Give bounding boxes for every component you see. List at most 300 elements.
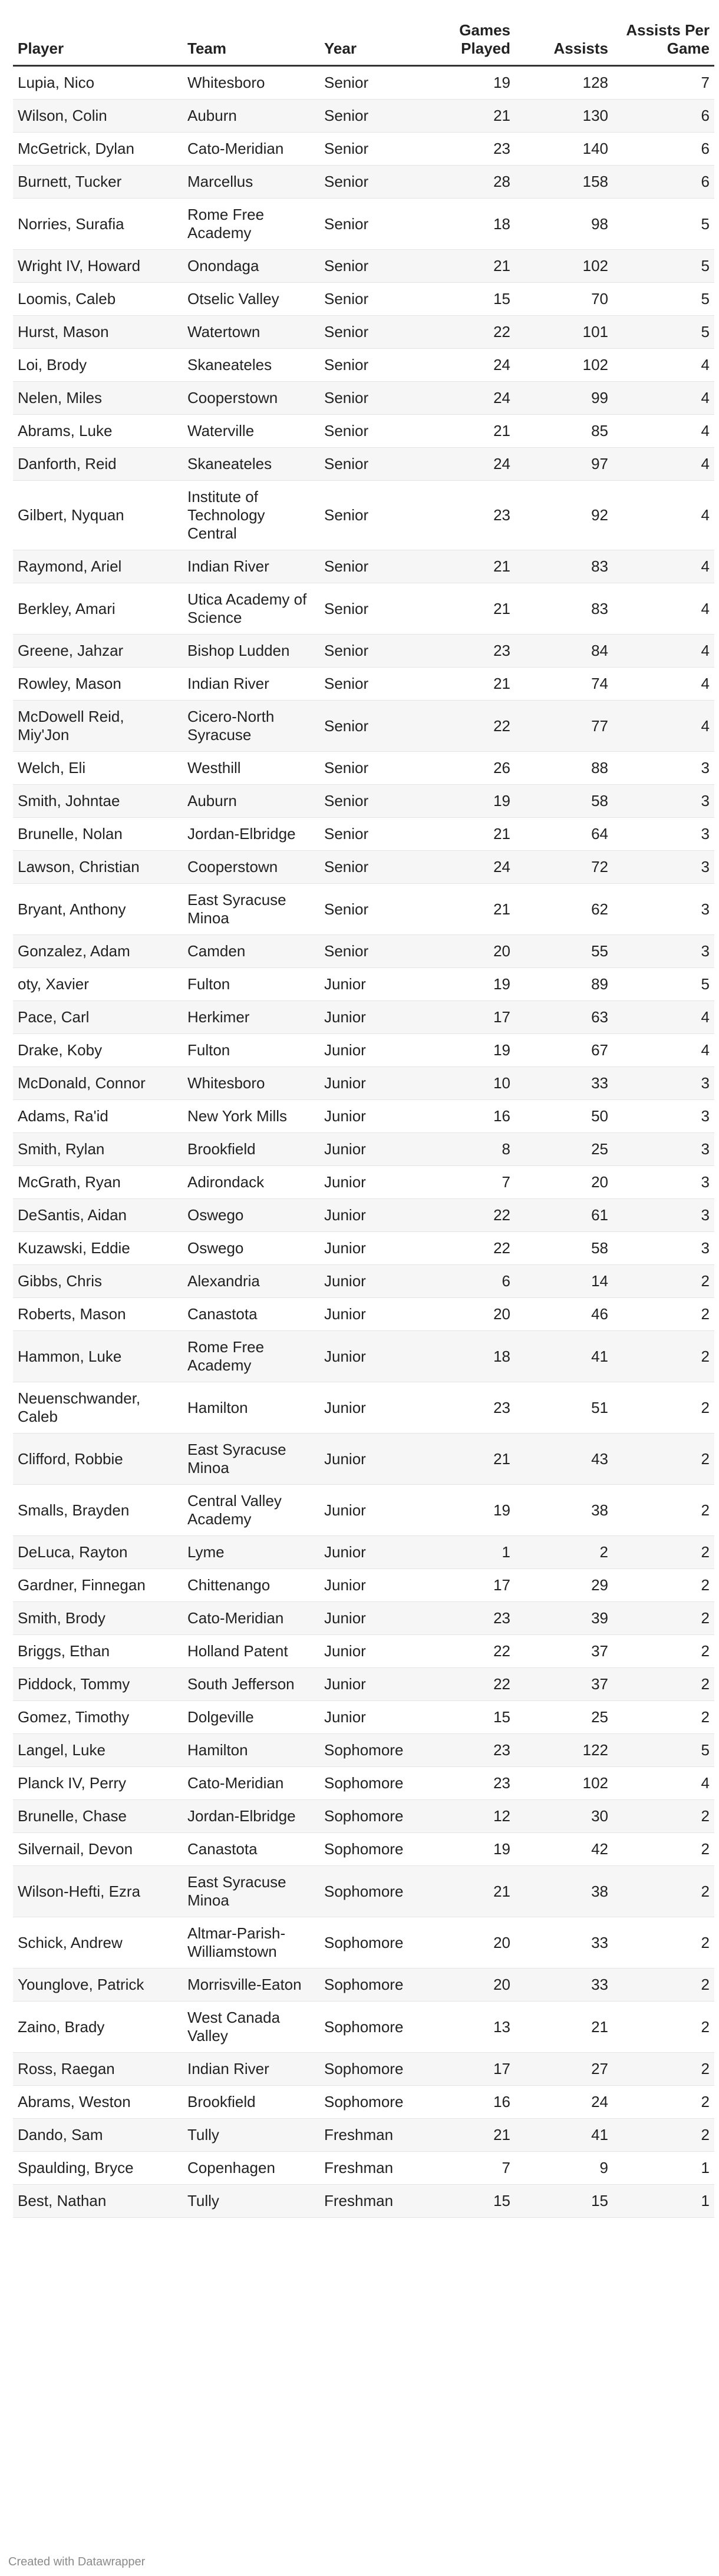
cell-player: Planck IV, Perry	[13, 1767, 183, 1800]
cell-year: Senior	[319, 316, 446, 349]
cell-games-played: 22	[446, 1232, 515, 1265]
table-row	[13, 1767, 714, 1800]
cell-assists: 85	[515, 415, 613, 448]
cell-team: Alexandria	[183, 1265, 319, 1298]
cell-games-played: 15	[446, 283, 515, 316]
table-row	[13, 1969, 714, 2002]
cell-assists: 2	[515, 1536, 613, 1569]
cell-assists-per-game: 3	[613, 1100, 714, 1133]
cell-assists-per-game: 2	[613, 1602, 714, 1635]
table-row	[13, 1199, 714, 1232]
cell-player: Rowley, Mason	[13, 668, 183, 701]
cell-assists: 30	[515, 1800, 613, 1833]
cell-assists: 46	[515, 1298, 613, 1331]
cell-team: West Canada Valley	[183, 2002, 319, 2053]
column-header-assists-per-game[interactable]: Assists Per Game	[613, 21, 714, 66]
cell-games-played: 19	[446, 66, 515, 100]
cell-player: Smith, Rylan	[13, 1133, 183, 1166]
cell-games-played: 6	[446, 1265, 515, 1298]
cell-team: Cooperstown	[183, 382, 319, 415]
cell-games-played: 17	[446, 2053, 515, 2086]
cell-assists-per-game: 2	[613, 2119, 714, 2152]
table-row	[13, 2152, 714, 2185]
cell-assists: 99	[515, 382, 613, 415]
cell-year: Senior	[319, 668, 446, 701]
cell-team: Fulton	[183, 968, 319, 1001]
cell-team: Whitesboro	[183, 66, 319, 100]
cell-assists-per-game: 4	[613, 1034, 714, 1067]
cell-year: Senior	[319, 635, 446, 668]
table-row	[13, 1485, 714, 1536]
cell-year: Sophomore	[319, 1917, 446, 1969]
cell-assists-per-game: 4	[613, 668, 714, 701]
cell-games-played: 22	[446, 701, 515, 752]
cell-player: Bryant, Anthony	[13, 884, 183, 935]
cell-player: Hammon, Luke	[13, 1331, 183, 1382]
cell-assists: 15	[515, 2185, 613, 2218]
cell-assists-per-game: 3	[613, 1133, 714, 1166]
cell-assists-per-game: 2	[613, 1569, 714, 1602]
cell-assists-per-game: 4	[613, 481, 714, 550]
cell-assists: 128	[515, 66, 613, 100]
cell-assists: 97	[515, 448, 613, 481]
cell-player: Nelen, Miles	[13, 382, 183, 415]
cell-assists: 63	[515, 1001, 613, 1034]
cell-year: Senior	[319, 382, 446, 415]
column-header-year[interactable]: Year	[319, 21, 446, 66]
cell-assists: 50	[515, 1100, 613, 1133]
cell-games-played: 16	[446, 2086, 515, 2119]
cell-player: Brunelle, Chase	[13, 1800, 183, 1833]
cell-assists: 67	[515, 1034, 613, 1067]
cell-player: McGrath, Ryan	[13, 1166, 183, 1199]
cell-team: Lyme	[183, 1536, 319, 1569]
cell-assists-per-game: 4	[613, 701, 714, 752]
table-row	[13, 785, 714, 818]
cell-games-played: 16	[446, 1100, 515, 1133]
cell-team: Cato-Meridian	[183, 1767, 319, 1800]
cell-team: Brookfield	[183, 2086, 319, 2119]
cell-player: Best, Nathan	[13, 2185, 183, 2218]
cell-year: Senior	[319, 448, 446, 481]
cell-player: Abrams, Weston	[13, 2086, 183, 2119]
cell-player: Roberts, Mason	[13, 1298, 183, 1331]
cell-year: Sophomore	[319, 2002, 446, 2053]
cell-assists: 98	[515, 199, 613, 250]
cell-assists: 41	[515, 2119, 613, 2152]
cell-assists-per-game: 2	[613, 1800, 714, 1833]
cell-team: Institute of Technology Central	[183, 481, 319, 550]
cell-player: McDonald, Connor	[13, 1067, 183, 1100]
cell-assists: 72	[515, 851, 613, 884]
cell-games-played: 21	[446, 415, 515, 448]
table-row	[13, 635, 714, 668]
cell-assists-per-game: 1	[613, 2185, 714, 2218]
cell-games-played: 1	[446, 1536, 515, 1569]
cell-year: Senior	[319, 283, 446, 316]
cell-team: Onondaga	[183, 250, 319, 283]
cell-year: Senior	[319, 100, 446, 133]
cell-games-played: 23	[446, 1382, 515, 1434]
column-header-team[interactable]: Team	[183, 21, 319, 66]
table-row	[13, 382, 714, 415]
cell-player: McGetrick, Dylan	[13, 133, 183, 166]
cell-games-played: 21	[446, 818, 515, 851]
cell-assists: 21	[515, 2002, 613, 2053]
column-header-player[interactable]: Player	[13, 21, 183, 66]
cell-team: Tully	[183, 2119, 319, 2152]
cell-games-played: 28	[446, 166, 515, 199]
cell-team: Central Valley Academy	[183, 1485, 319, 1536]
cell-games-played: 18	[446, 199, 515, 250]
table-row	[13, 1866, 714, 1917]
cell-assists: 33	[515, 1067, 613, 1100]
cell-games-played: 22	[446, 1668, 515, 1701]
table-row	[13, 1800, 714, 1833]
cell-assists-per-game: 3	[613, 1199, 714, 1232]
cell-assists-per-game: 3	[613, 884, 714, 935]
cell-assists-per-game: 2	[613, 1298, 714, 1331]
cell-assists-per-game: 4	[613, 1767, 714, 1800]
cell-assists-per-game: 2	[613, 1331, 714, 1382]
column-header-games-played[interactable]: Games Played	[446, 21, 515, 66]
cell-assists: 102	[515, 1767, 613, 1800]
table-row	[13, 1166, 714, 1199]
table-row	[13, 1265, 714, 1298]
cell-assists: 37	[515, 1635, 613, 1668]
cell-player: Smalls, Brayden	[13, 1485, 183, 1536]
cell-year: Junior	[319, 1166, 446, 1199]
cell-games-played: 21	[446, 1434, 515, 1485]
cell-assists: 70	[515, 283, 613, 316]
cell-assists-per-game: 1	[613, 2152, 714, 2185]
cell-assists-per-game: 5	[613, 199, 714, 250]
table-row	[13, 415, 714, 448]
cell-assists-per-game: 7	[613, 66, 714, 100]
cell-team: Oswego	[183, 1232, 319, 1265]
table-row	[13, 481, 714, 550]
cell-team: East Syracuse Minoa	[183, 1434, 319, 1485]
cell-team: Rome Free Academy	[183, 199, 319, 250]
cell-year: Sophomore	[319, 2053, 446, 2086]
cell-year: Junior	[319, 968, 446, 1001]
table-row	[13, 935, 714, 968]
cell-year: Junior	[319, 1199, 446, 1232]
cell-team: Tully	[183, 2185, 319, 2218]
cell-team: Cato-Meridian	[183, 133, 319, 166]
cell-assists: 58	[515, 1232, 613, 1265]
cell-team: New York Mills	[183, 1100, 319, 1133]
cell-year: Junior	[319, 1001, 446, 1034]
cell-assists-per-game: 2	[613, 1866, 714, 1917]
cell-games-played: 19	[446, 1485, 515, 1536]
cell-year: Junior	[319, 1668, 446, 1701]
cell-team: Canastota	[183, 1833, 319, 1866]
cell-player: Brunelle, Nolan	[13, 818, 183, 851]
cell-team: Chittenango	[183, 1569, 319, 1602]
table-row	[13, 1001, 714, 1034]
cell-player: Piddock, Tommy	[13, 1668, 183, 1701]
cell-player: Smith, Johntae	[13, 785, 183, 818]
cell-assists-per-game: 3	[613, 818, 714, 851]
cell-games-played: 21	[446, 668, 515, 701]
cell-player: Gomez, Timothy	[13, 1701, 183, 1734]
cell-games-played: 24	[446, 349, 515, 382]
cell-games-played: 21	[446, 1866, 515, 1917]
table-row	[13, 1331, 714, 1382]
cell-team: Fulton	[183, 1034, 319, 1067]
datawrapper-credit: Created with Datawrapper	[8, 2555, 146, 2568]
cell-team: Cato-Meridian	[183, 1602, 319, 1635]
cell-year: Freshman	[319, 2152, 446, 2185]
table-row	[13, 1734, 714, 1767]
cell-player: Wright IV, Howard	[13, 250, 183, 283]
cell-assists: 89	[515, 968, 613, 1001]
cell-player: Spaulding, Bryce	[13, 2152, 183, 2185]
cell-player: Ross, Raegan	[13, 2053, 183, 2086]
cell-team: Utica Academy of Science	[183, 583, 319, 635]
cell-games-played: 12	[446, 1800, 515, 1833]
cell-assists: 158	[515, 166, 613, 199]
table-row	[13, 701, 714, 752]
cell-player: Welch, Eli	[13, 752, 183, 785]
cell-games-played: 10	[446, 1067, 515, 1100]
cell-team: Dolgeville	[183, 1701, 319, 1734]
cell-games-played: 24	[446, 448, 515, 481]
table-row	[13, 1536, 714, 1569]
cell-team: Brookfield	[183, 1133, 319, 1166]
cell-assists: 33	[515, 1917, 613, 1969]
table-row	[13, 199, 714, 250]
table-header	[13, 21, 714, 66]
cell-assists: 25	[515, 1701, 613, 1734]
cell-assists: 24	[515, 2086, 613, 2119]
cell-player: Younglove, Patrick	[13, 1969, 183, 2002]
cell-team: Holland Patent	[183, 1635, 319, 1668]
cell-assists-per-game: 2	[613, 1917, 714, 1969]
cell-assists: 37	[515, 1668, 613, 1701]
cell-assists: 130	[515, 100, 613, 133]
cell-player: Greene, Jahzar	[13, 635, 183, 668]
table-row	[13, 66, 714, 100]
table-row	[13, 2053, 714, 2086]
cell-team: Cicero-North Syracuse	[183, 701, 319, 752]
cell-year: Junior	[319, 1602, 446, 1635]
cell-assists-per-game: 6	[613, 100, 714, 133]
cell-assists-per-game: 5	[613, 316, 714, 349]
cell-assists: 102	[515, 349, 613, 382]
table-row	[13, 1133, 714, 1166]
cell-assists-per-game: 3	[613, 785, 714, 818]
cell-year: Junior	[319, 1067, 446, 1100]
cell-assists-per-game: 2	[613, 1536, 714, 1569]
cell-team: Jordan-Elbridge	[183, 818, 319, 851]
column-header-assists[interactable]: Assists	[515, 21, 613, 66]
cell-player: Wilson-Hefti, Ezra	[13, 1866, 183, 1917]
cell-assists-per-game: 2	[613, 1382, 714, 1434]
cell-assists-per-game: 5	[613, 968, 714, 1001]
cell-games-played: 17	[446, 1001, 515, 1034]
cell-assists: 102	[515, 250, 613, 283]
cell-games-played: 18	[446, 1331, 515, 1382]
cell-games-played: 8	[446, 1133, 515, 1166]
cell-games-played: 24	[446, 851, 515, 884]
table-row	[13, 1701, 714, 1734]
cell-year: Senior	[319, 583, 446, 635]
cell-year: Senior	[319, 166, 446, 199]
cell-year: Senior	[319, 818, 446, 851]
cell-assists-per-game: 3	[613, 935, 714, 968]
cell-year: Junior	[319, 1265, 446, 1298]
cell-assists: 88	[515, 752, 613, 785]
cell-assists: 39	[515, 1602, 613, 1635]
table-row	[13, 1635, 714, 1668]
cell-assists: 38	[515, 1485, 613, 1536]
cell-assists-per-game: 6	[613, 166, 714, 199]
cell-team: Adirondack	[183, 1166, 319, 1199]
cell-assists-per-game: 5	[613, 283, 714, 316]
cell-team: East Syracuse Minoa	[183, 1866, 319, 1917]
cell-player: Drake, Koby	[13, 1034, 183, 1067]
table-row	[13, 583, 714, 635]
cell-player: Gardner, Finnegan	[13, 1569, 183, 1602]
table-row	[13, 1602, 714, 1635]
cell-games-played: 13	[446, 2002, 515, 2053]
cell-team: Indian River	[183, 550, 319, 583]
cell-player: Pace, Carl	[13, 1001, 183, 1034]
cell-player: Abrams, Luke	[13, 415, 183, 448]
cell-assists-per-game: 2	[613, 1434, 714, 1485]
cell-assists: 62	[515, 884, 613, 935]
cell-assists-per-game: 4	[613, 1001, 714, 1034]
cell-assists: 58	[515, 785, 613, 818]
cell-assists: 38	[515, 1866, 613, 1917]
cell-games-played: 19	[446, 785, 515, 818]
cell-games-played: 23	[446, 635, 515, 668]
cell-year: Junior	[319, 1485, 446, 1536]
cell-year: Senior	[319, 752, 446, 785]
cell-player: Burnett, Tucker	[13, 166, 183, 199]
cell-year: Senior	[319, 66, 446, 100]
table-row	[13, 1034, 714, 1067]
cell-year: Senior	[319, 851, 446, 884]
cell-assists-per-game: 4	[613, 382, 714, 415]
cell-games-played: 21	[446, 2119, 515, 2152]
cell-player: Dando, Sam	[13, 2119, 183, 2152]
table-row	[13, 550, 714, 583]
cell-assists: 140	[515, 133, 613, 166]
cell-team: Indian River	[183, 668, 319, 701]
header-row	[13, 21, 714, 66]
table-row	[13, 100, 714, 133]
cell-assists: 74	[515, 668, 613, 701]
cell-games-played: 19	[446, 968, 515, 1001]
cell-year: Junior	[319, 1536, 446, 1569]
cell-year: Senior	[319, 133, 446, 166]
cell-games-played: 15	[446, 2185, 515, 2218]
cell-assists-per-game: 2	[613, 2053, 714, 2086]
cell-games-played: 21	[446, 100, 515, 133]
cell-year: Junior	[319, 1382, 446, 1434]
cell-year: Sophomore	[319, 1833, 446, 1866]
cell-player: Raymond, Ariel	[13, 550, 183, 583]
cell-year: Junior	[319, 1100, 446, 1133]
table-row	[13, 1298, 714, 1331]
table-row	[13, 250, 714, 283]
cell-team: Otselic Valley	[183, 283, 319, 316]
cell-games-played: 21	[446, 250, 515, 283]
cell-player: Lawson, Christian	[13, 851, 183, 884]
cell-assists-per-game: 2	[613, 2002, 714, 2053]
cell-assists: 83	[515, 550, 613, 583]
cell-year: Sophomore	[319, 1969, 446, 2002]
cell-team: Bishop Ludden	[183, 635, 319, 668]
cell-assists-per-game: 2	[613, 1833, 714, 1866]
cell-year: Senior	[319, 935, 446, 968]
cell-assists: 41	[515, 1331, 613, 1382]
cell-year: Sophomore	[319, 1800, 446, 1833]
cell-year: Junior	[319, 1635, 446, 1668]
cell-year: Sophomore	[319, 1767, 446, 1800]
table-row	[13, 2086, 714, 2119]
cell-assists-per-game: 2	[613, 1635, 714, 1668]
cell-assists: 33	[515, 1969, 613, 2002]
cell-year: Junior	[319, 1701, 446, 1734]
cell-player: Gibbs, Chris	[13, 1265, 183, 1298]
cell-assists: 20	[515, 1166, 613, 1199]
cell-player: Wilson, Colin	[13, 100, 183, 133]
cell-player: Hurst, Mason	[13, 316, 183, 349]
cell-games-played: 23	[446, 1602, 515, 1635]
cell-player: DeSantis, Aidan	[13, 1199, 183, 1232]
cell-year: Junior	[319, 1434, 446, 1485]
table-row	[13, 968, 714, 1001]
cell-games-played: 23	[446, 1734, 515, 1767]
cell-team: Canastota	[183, 1298, 319, 1331]
cell-assists-per-game: 4	[613, 448, 714, 481]
cell-year: Freshman	[319, 2185, 446, 2218]
cell-games-played: 22	[446, 1199, 515, 1232]
cell-games-played: 20	[446, 935, 515, 968]
cell-team: Herkimer	[183, 1001, 319, 1034]
cell-year: Freshman	[319, 2119, 446, 2152]
cell-games-played: 15	[446, 1701, 515, 1734]
cell-games-played: 23	[446, 1767, 515, 1800]
cell-year: Senior	[319, 250, 446, 283]
cell-assists-per-game: 5	[613, 1734, 714, 1767]
cell-year: Senior	[319, 550, 446, 583]
table-row	[13, 752, 714, 785]
cell-assists: 9	[515, 2152, 613, 2185]
cell-games-played: 7	[446, 1166, 515, 1199]
cell-player: Gonzalez, Adam	[13, 935, 183, 968]
cell-player: Clifford, Robbie	[13, 1434, 183, 1485]
cell-team: Camden	[183, 935, 319, 968]
cell-year: Junior	[319, 1034, 446, 1067]
cell-team: Watertown	[183, 316, 319, 349]
cell-team: Hamilton	[183, 1382, 319, 1434]
cell-year: Junior	[319, 1133, 446, 1166]
cell-team: Marcellus	[183, 166, 319, 199]
table-row	[13, 166, 714, 199]
cell-player: Langel, Luke	[13, 1734, 183, 1767]
table-row	[13, 2185, 714, 2218]
cell-assists: 84	[515, 635, 613, 668]
cell-team: Indian River	[183, 2053, 319, 2086]
cell-player: Smith, Brody	[13, 1602, 183, 1635]
cell-assists-per-game: 4	[613, 550, 714, 583]
cell-year: Junior	[319, 1569, 446, 1602]
